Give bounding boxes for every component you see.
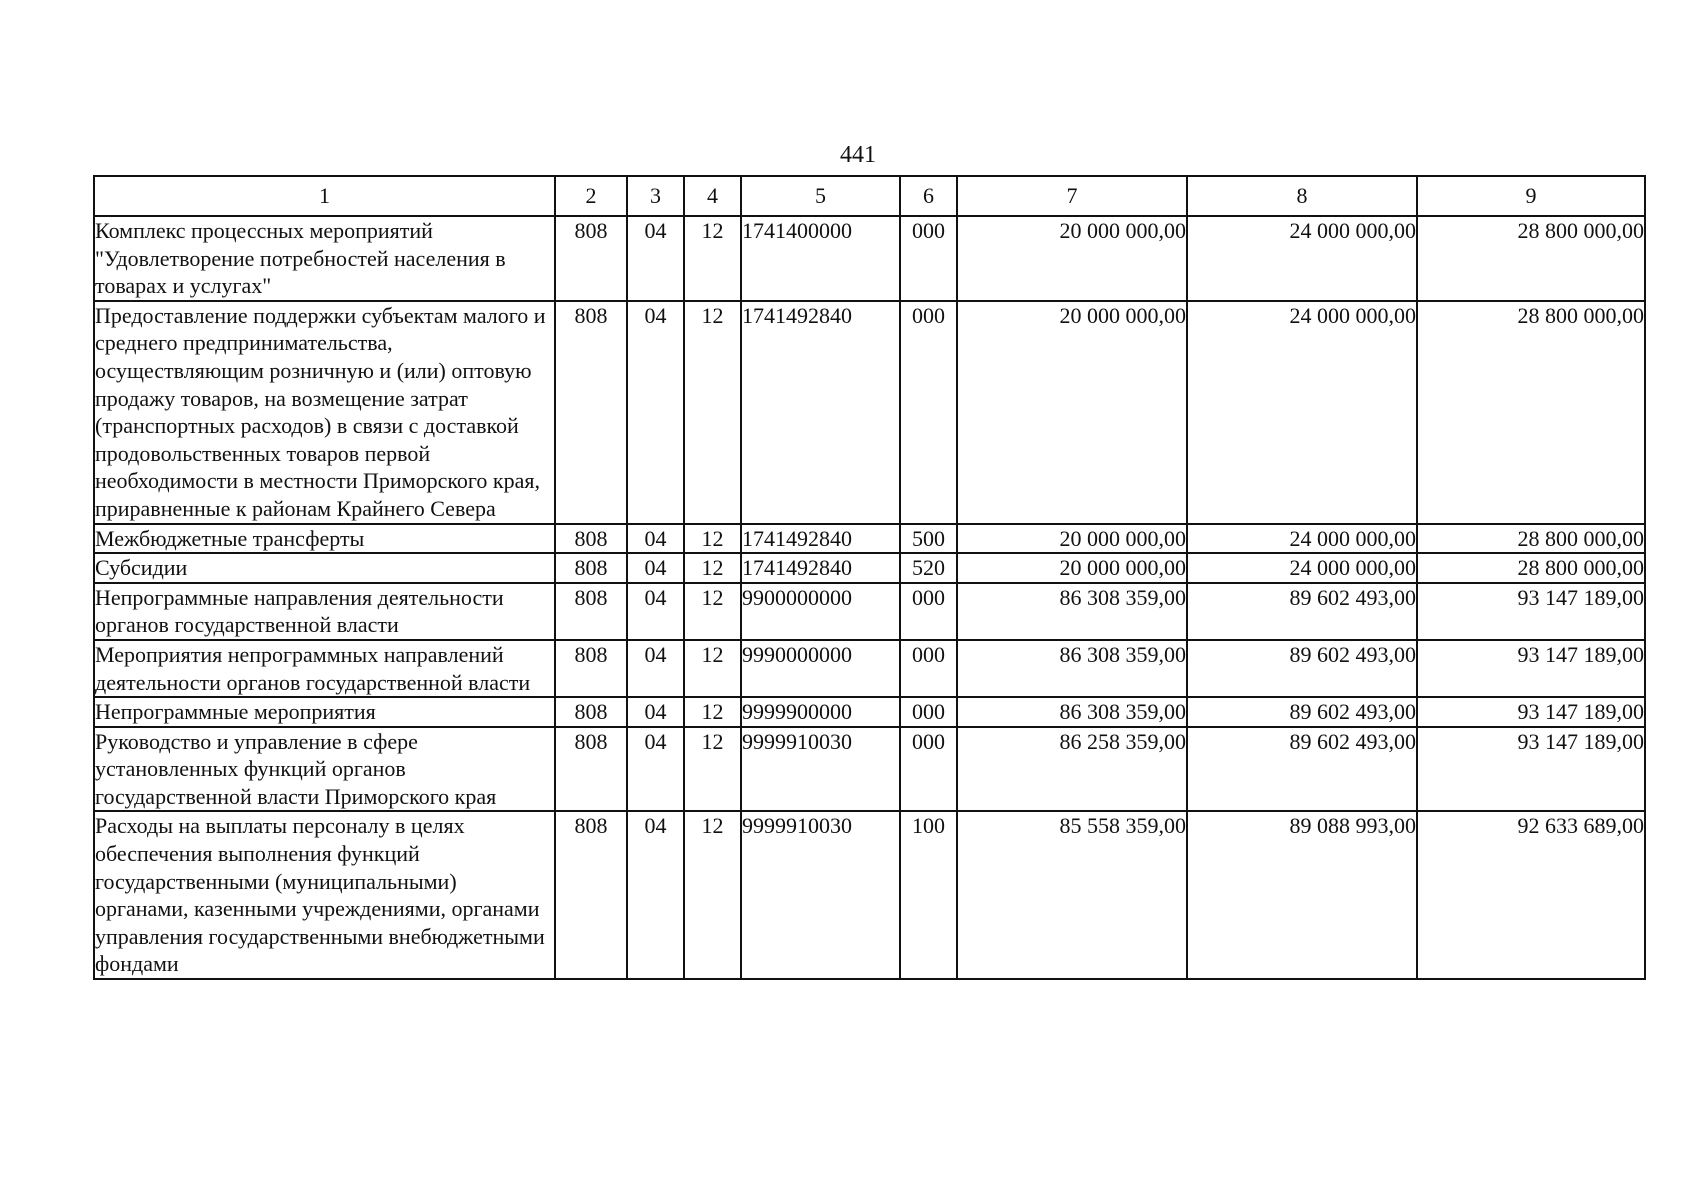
amount-col9-cell: 92 633 689,00: [1417, 811, 1645, 979]
amount-col7-cell: 86 308 359,00: [957, 640, 1187, 697]
row-name-cell: Расходы на выплаты персоналу в целях обеспечения выполнения функций государственными (муниципальными) органами, казенными учреждениями, органами управления государственными внебюджетными фондами: [94, 811, 555, 979]
section-code-cell: 04: [627, 301, 684, 524]
subsection-code-cell: 12: [684, 216, 741, 301]
section-code-cell: 04: [627, 697, 684, 727]
table-row: [94, 216, 1645, 301]
amount-col9-cell: 28 800 000,00: [1417, 524, 1645, 554]
table-row: [94, 727, 1645, 812]
table-row: [94, 583, 1645, 640]
ministry-code-cell: 808: [555, 697, 627, 727]
target-article-cell: 9990000000: [741, 640, 900, 697]
section-code-cell: 04: [627, 583, 684, 640]
expense-type-cell: 000: [900, 727, 957, 812]
amount-col8-cell: 24 000 000,00: [1187, 301, 1417, 524]
table-row: [94, 640, 1645, 697]
header-cell: 5: [741, 176, 900, 216]
subsection-code-cell: 12: [684, 727, 741, 812]
ministry-code-cell: 808: [555, 640, 627, 697]
table-row: [94, 524, 1645, 554]
amount-col8-cell: 24 000 000,00: [1187, 553, 1417, 583]
budget-table: [93, 175, 1646, 980]
section-code-cell: 04: [627, 216, 684, 301]
header-cell: 4: [684, 176, 741, 216]
expense-type-cell: 000: [900, 301, 957, 524]
row-name-cell: Предоставление поддержки субъектам малого и среднего предпринимательства, осуществляющим розничную и (или) оптовую продажу товаров, на возмещение затрат (транспортных расходов) в связи с доставкой продовольственных товаров первой необходимости в местности Приморского края, приравненные к районам Крайнего Севера: [94, 301, 555, 524]
amount-col7-cell: 20 000 000,00: [957, 301, 1187, 524]
table-row: [94, 301, 1645, 524]
amount-col9-cell: 28 800 000,00: [1417, 553, 1645, 583]
subsection-code-cell: 12: [684, 811, 741, 979]
amount-col8-cell: 89 602 493,00: [1187, 583, 1417, 640]
ministry-code-cell: 808: [555, 583, 627, 640]
amount-col7-cell: 20 000 000,00: [957, 216, 1187, 301]
section-code-cell: 04: [627, 553, 684, 583]
target-article-cell: 9999910030: [741, 727, 900, 812]
expense-type-cell: 000: [900, 216, 957, 301]
amount-col7-cell: 86 258 359,00: [957, 727, 1187, 812]
target-article-cell: 9999910030: [741, 811, 900, 979]
row-name-cell: Комплекс процессных мероприятий "Удовлетворение потребностей населения в товарах и услугах": [94, 216, 555, 301]
ministry-code-cell: 808: [555, 216, 627, 301]
section-code-cell: 04: [627, 640, 684, 697]
amount-col7-cell: 86 308 359,00: [957, 583, 1187, 640]
header-cell: 9: [1417, 176, 1645, 216]
table-row: [94, 811, 1645, 979]
subsection-code-cell: 12: [684, 697, 741, 727]
expense-type-cell: 000: [900, 640, 957, 697]
header-cell: 6: [900, 176, 957, 216]
section-code-cell: 04: [627, 811, 684, 979]
ministry-code-cell: 808: [555, 553, 627, 583]
header-cell: 2: [555, 176, 627, 216]
row-name-cell: Непрограммные мероприятия: [94, 697, 555, 727]
table-row: [94, 697, 1645, 727]
row-name-cell: Межбюджетные трансферты: [94, 524, 555, 554]
header-cell: 8: [1187, 176, 1417, 216]
expense-type-cell: 000: [900, 697, 957, 727]
table-row: [94, 553, 1645, 583]
header-cell: 7: [957, 176, 1187, 216]
amount-col9-cell: 93 147 189,00: [1417, 697, 1645, 727]
expense-type-cell: 000: [900, 583, 957, 640]
row-name-cell: Субсидии: [94, 553, 555, 583]
amount-col8-cell: 89 088 993,00: [1187, 811, 1417, 979]
subsection-code-cell: 12: [684, 301, 741, 524]
page-number: 441: [840, 142, 876, 168]
subsection-code-cell: 12: [684, 640, 741, 697]
subsection-code-cell: 12: [684, 553, 741, 583]
header-cell: 3: [627, 176, 684, 216]
row-name-cell: Мероприятия непрограммных направлений деятельности органов государственной власти: [94, 640, 555, 697]
amount-col9-cell: 28 800 000,00: [1417, 216, 1645, 301]
subsection-code-cell: 12: [684, 583, 741, 640]
target-article-cell: 1741400000: [741, 216, 900, 301]
expense-type-cell: 100: [900, 811, 957, 979]
row-name-cell: Руководство и управление в сфере установленных функций органов государственной власти Приморского края: [94, 727, 555, 812]
amount-col9-cell: 93 147 189,00: [1417, 583, 1645, 640]
section-code-cell: 04: [627, 727, 684, 812]
target-article-cell: 1741492840: [741, 553, 900, 583]
amount-col7-cell: 20 000 000,00: [957, 524, 1187, 554]
ministry-code-cell: 808: [555, 727, 627, 812]
amount-col8-cell: 89 602 493,00: [1187, 727, 1417, 812]
target-article-cell: 9900000000: [741, 583, 900, 640]
header-row: [94, 176, 1645, 216]
subsection-code-cell: 12: [684, 524, 741, 554]
amount-col8-cell: 89 602 493,00: [1187, 640, 1417, 697]
section-code-cell: 04: [627, 524, 684, 554]
amount-col7-cell: 86 308 359,00: [957, 697, 1187, 727]
ministry-code-cell: 808: [555, 811, 627, 979]
target-article-cell: 9999900000: [741, 697, 900, 727]
amount-col8-cell: 24 000 000,00: [1187, 524, 1417, 554]
amount-col9-cell: 93 147 189,00: [1417, 727, 1645, 812]
amount-col9-cell: 28 800 000,00: [1417, 301, 1645, 524]
ministry-code-cell: 808: [555, 524, 627, 554]
amount-col7-cell: 20 000 000,00: [957, 553, 1187, 583]
header-cell: 1: [94, 176, 555, 216]
ministry-code-cell: 808: [555, 301, 627, 524]
amount-col8-cell: 24 000 000,00: [1187, 216, 1417, 301]
amount-col8-cell: 89 602 493,00: [1187, 697, 1417, 727]
target-article-cell: 1741492840: [741, 301, 900, 524]
target-article-cell: 1741492840: [741, 524, 900, 554]
amount-col9-cell: 93 147 189,00: [1417, 640, 1645, 697]
expense-type-cell: 520: [900, 553, 957, 583]
row-name-cell: Непрограммные направления деятельности органов государственной власти: [94, 583, 555, 640]
amount-col7-cell: 85 558 359,00: [957, 811, 1187, 979]
expense-type-cell: 500: [900, 524, 957, 554]
